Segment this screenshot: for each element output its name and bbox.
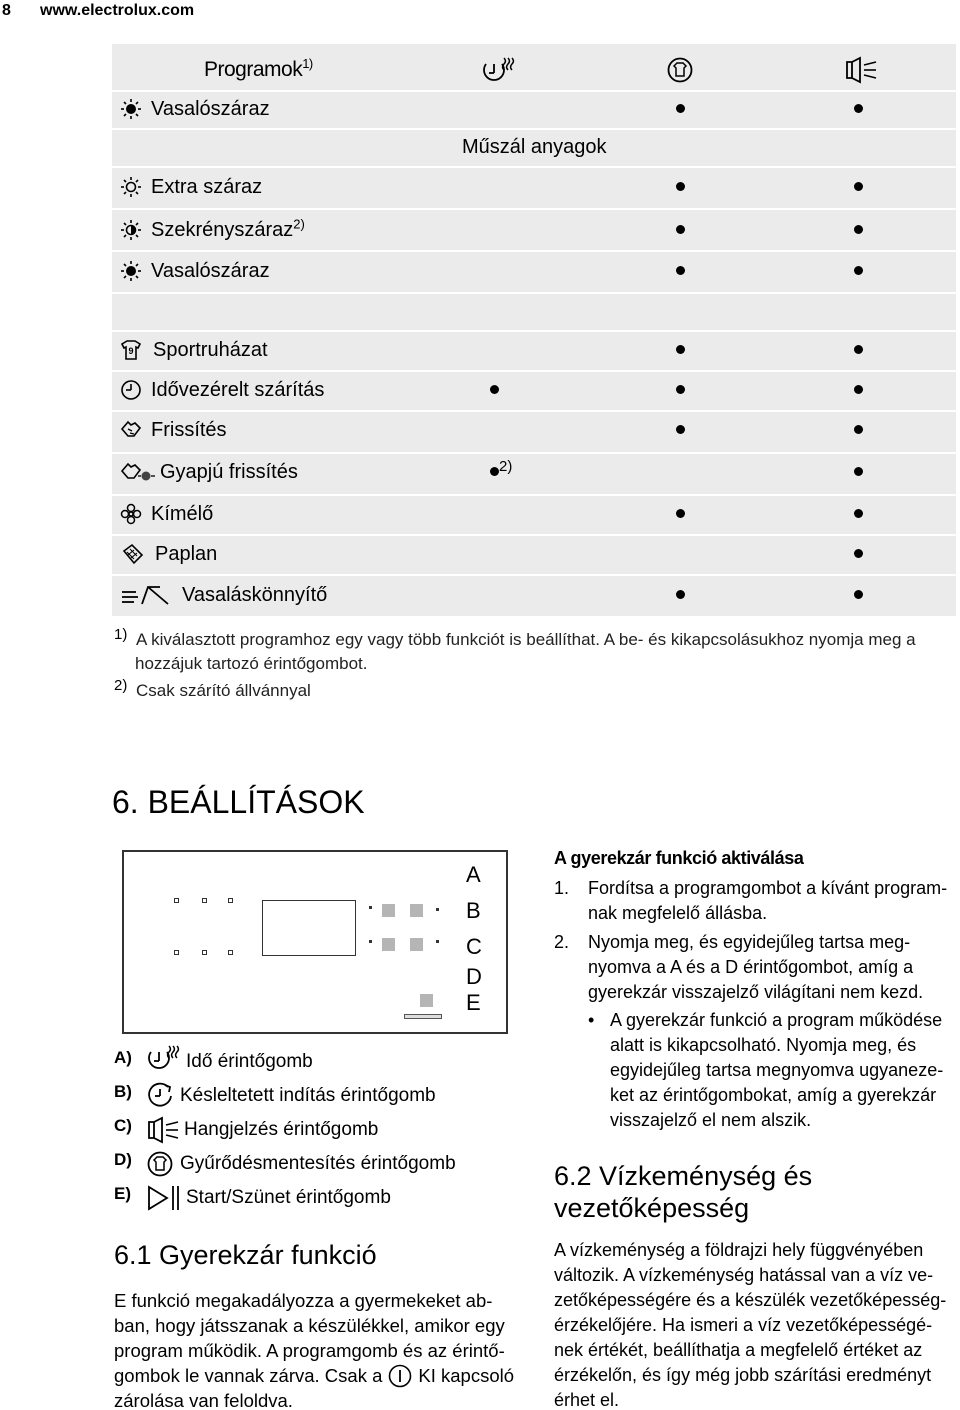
table-divider bbox=[112, 330, 956, 332]
panel-display bbox=[262, 900, 356, 956]
delicates-icon bbox=[120, 503, 142, 525]
table-dot bbox=[854, 345, 863, 354]
site-url: www.electrolux.com bbox=[40, 2, 195, 19]
step-text: Nyomja meg, és egyidejűleg tartsa meg- nyomva a A és a D érintőgombot, amíg a gyerekzár visszajelző világítani nem kezd. bbox=[588, 932, 924, 1002]
legend-text: Késleltetett indítás érintőgomb bbox=[180, 1085, 436, 1106]
panel-indicator bbox=[228, 898, 233, 903]
panel-led bbox=[436, 908, 439, 911]
panel-button-c bbox=[382, 938, 395, 951]
child-lock-text: E funkció megakadályozza a gyermekeket ab- ban, hogy játsszanak a készülékkel, amikor egy program működik. A programgomb és az érintő- gombok le vannak zárva. Csak a KI kapcsoló zárolása van feloldva. bbox=[114, 1290, 515, 1410]
buzzer-icon bbox=[146, 1116, 180, 1144]
table-divider bbox=[112, 574, 956, 576]
panel-indicator bbox=[174, 898, 179, 903]
table-divider bbox=[112, 208, 956, 210]
legend-text: Hangjelzés érintőgomb bbox=[184, 1119, 379, 1140]
iron-dry-icon bbox=[120, 260, 142, 282]
section-title: 6. BEÁLLÍTÁSOK bbox=[112, 784, 365, 820]
legend-text: Gyűrődésmentesítés érintőgomb bbox=[180, 1153, 456, 1174]
bullet-text: A gyerekzár funkció a program működése alatt is kikapcsolható. Nyomja meg, és egyidejűleg tartsa megnyomva ugyaneze- ket az érintőgombokat, amíg a gyerekzár visszajelző el nem alszik. bbox=[610, 1010, 944, 1130]
section-label: Műszál anyagok bbox=[462, 136, 607, 158]
anti-crease-icon bbox=[666, 56, 694, 84]
panel-indicator bbox=[228, 950, 233, 955]
table-divider bbox=[112, 410, 956, 412]
table-dot bbox=[854, 225, 863, 234]
footnote-number: 1) bbox=[114, 626, 128, 643]
program-label: Frissítés bbox=[151, 419, 227, 441]
bullet-mark: • bbox=[588, 1010, 595, 1030]
dry-level-icon bbox=[482, 56, 516, 84]
step-number: 2. bbox=[554, 932, 570, 952]
legend-letter: B) bbox=[114, 1082, 132, 1101]
panel-indicator bbox=[202, 898, 207, 903]
table-divider bbox=[112, 534, 956, 536]
panel-letter-d: D bbox=[466, 964, 482, 989]
cupboard-dry-icon bbox=[120, 219, 142, 241]
duvet-icon bbox=[122, 543, 144, 565]
easy-iron-icon bbox=[120, 584, 176, 606]
buzzer-icon bbox=[844, 56, 878, 84]
program-label: Kímélő bbox=[151, 503, 214, 525]
program-label: Vasalószáraz bbox=[151, 260, 270, 282]
timer-icon bbox=[120, 379, 142, 401]
panel-letter-c: C bbox=[466, 934, 482, 959]
legend-text: Idő érintőgomb bbox=[186, 1051, 313, 1072]
table-dot bbox=[676, 385, 685, 394]
child-lock-title: 6.1 Gyerekzár funkció bbox=[114, 1240, 377, 1270]
step-number: 1. bbox=[554, 878, 570, 898]
program-label: Szekrényszáraz$^{2)}$ bbox=[151, 216, 305, 241]
table-dot bbox=[676, 266, 685, 275]
table-divider bbox=[112, 452, 956, 454]
legend-letter: E) bbox=[114, 1184, 131, 1203]
wool-refresh-icon bbox=[120, 461, 156, 483]
table-dot bbox=[676, 104, 685, 113]
refresh-icon bbox=[120, 419, 142, 441]
panel-led bbox=[369, 906, 372, 909]
panel-indicator bbox=[174, 950, 179, 955]
legend-letter: D) bbox=[114, 1150, 132, 1169]
table-divider bbox=[112, 90, 956, 92]
table-dot bbox=[854, 467, 863, 476]
table-dot bbox=[676, 425, 685, 434]
legend-letter: A) bbox=[114, 1048, 132, 1067]
footnote-text: A kiválasztott programhoz egy vagy több funkciót is beállíthat. A be- és kikapcsolásukhoz nyomja meg a bbox=[136, 630, 916, 649]
legend-text: Start/Szünet érintőgomb bbox=[186, 1187, 391, 1208]
table-divider bbox=[112, 128, 956, 130]
table-dot bbox=[676, 345, 685, 354]
iron-dry-icon bbox=[120, 98, 142, 120]
panel-slot bbox=[404, 1014, 442, 1019]
table-divider bbox=[112, 250, 956, 252]
table-divider bbox=[112, 370, 956, 372]
delay-start-icon bbox=[146, 1080, 176, 1108]
anti-crease-icon bbox=[146, 1150, 174, 1178]
program-label: Idővezérelt szárítás bbox=[151, 379, 325, 401]
water-text: A vízkeménység a földrajzi hely függvényében változik. A vízkeménység hatással van a víz ve- zetőképességére és a készülék vezetőképesség- érzékelőjére. Ha ismeri a víz vezetőképességé- nek értékét, beállíthatja a megfelelő értéket az érzékelőn, és így még jobb szárítási eredményt érhet el. bbox=[554, 1240, 947, 1410]
program-label: Vasaláskönnyítő bbox=[182, 584, 328, 606]
table-dot bbox=[854, 266, 863, 275]
program-label: Extra száraz bbox=[151, 176, 263, 198]
program-label: Vasalószáraz bbox=[151, 98, 270, 120]
sportswear-icon bbox=[120, 339, 142, 361]
table-dot bbox=[854, 509, 863, 518]
program-label: Sportruházat bbox=[153, 339, 268, 361]
table-divider bbox=[112, 292, 956, 294]
panel-led bbox=[436, 940, 439, 943]
start-pause-icon bbox=[146, 1184, 182, 1212]
table-divider bbox=[112, 166, 956, 168]
table-header-programs: Programok$^{1)}$ bbox=[204, 56, 313, 81]
page-number: 8 bbox=[2, 2, 11, 19]
table-dot bbox=[854, 104, 863, 113]
table-dot bbox=[854, 425, 863, 434]
table-footnote-mark: 2) bbox=[499, 458, 513, 475]
step-text: Fordítsa a programgombot a kívánt program- nak megfelelő állásba. bbox=[588, 878, 948, 923]
panel-letter-b: B bbox=[466, 898, 481, 923]
svg-text:9: 9 bbox=[128, 346, 134, 356]
panel-led bbox=[369, 940, 372, 943]
table-dot bbox=[490, 467, 499, 476]
on-off-icon bbox=[388, 1364, 412, 1388]
panel-button-e bbox=[420, 994, 433, 1007]
footnote-text: hozzájuk tartozó érintőgombot. bbox=[135, 654, 368, 673]
panel-letter-e: E bbox=[466, 990, 481, 1015]
water-title: 6.2 Vízkeménység és vezetőképesség bbox=[554, 1161, 813, 1223]
panel-button-d bbox=[410, 938, 423, 951]
panel-button-a bbox=[382, 904, 395, 917]
footnote-number: 2) bbox=[114, 677, 128, 694]
table-dot bbox=[854, 549, 863, 558]
dry-level-icon bbox=[146, 1044, 182, 1072]
table-dot bbox=[676, 225, 685, 234]
footnote-text: Csak szárító állvánnyal bbox=[136, 681, 311, 700]
table-divider bbox=[112, 494, 956, 496]
table-dot bbox=[854, 182, 863, 191]
table-dot bbox=[490, 385, 499, 394]
control-panel-diagram bbox=[122, 850, 508, 1034]
table-dot bbox=[676, 509, 685, 518]
table-dot bbox=[676, 182, 685, 191]
table-dot bbox=[854, 590, 863, 599]
program-label: Gyapjú frissítés bbox=[160, 461, 298, 483]
activation-title: A gyerekzár funkció aktiválása bbox=[554, 848, 804, 868]
extra-dry-icon bbox=[120, 176, 142, 198]
table-dot bbox=[854, 385, 863, 394]
panel-button-b bbox=[410, 904, 423, 917]
legend-letter: C) bbox=[114, 1116, 132, 1135]
table-dot bbox=[676, 590, 685, 599]
program-label: Paplan bbox=[155, 543, 218, 565]
panel-indicator bbox=[202, 950, 207, 955]
panel-letter-a: A bbox=[466, 862, 481, 887]
